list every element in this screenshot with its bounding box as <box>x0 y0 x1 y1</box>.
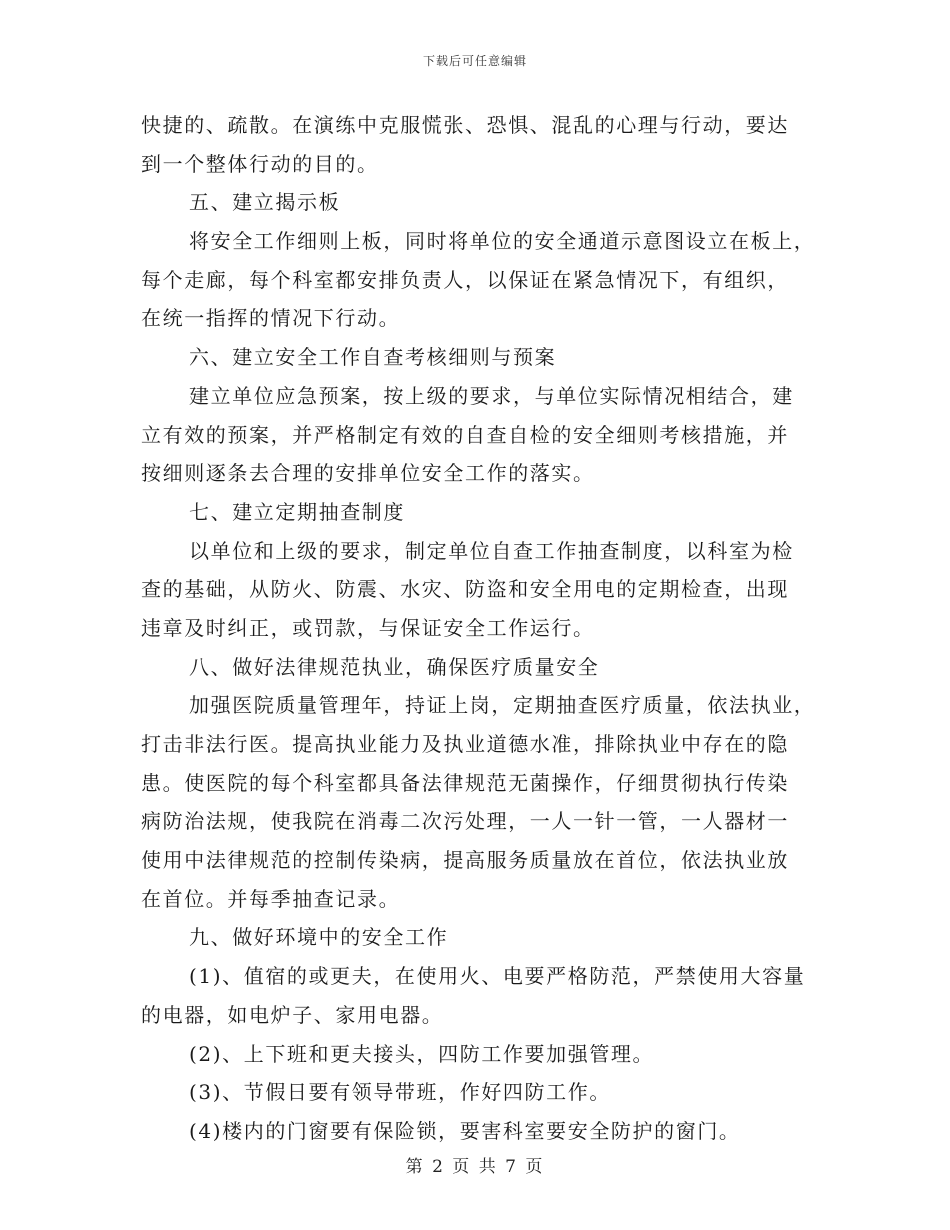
text-line: 查的基础，从防火、防震、水灾、防盗和安全用电的定期检查，出现 <box>141 577 789 602</box>
text-line: 患。使医院的每个科室都具备法律规范无菌操作，仔细贯彻执行传染 <box>141 770 789 795</box>
text-line: 五、建立揭示板 <box>189 190 341 215</box>
text-line: 到一个整体行动的目的。 <box>141 151 379 176</box>
text-line: 打击非法行医。提高执业能力及执业道德水准，排除执业中存在的隐 <box>141 732 789 756</box>
text-line: 八、做好法律规范执业，确保医疗质量安全 <box>189 654 600 679</box>
text-line: 在首位。并每季抽查记录。 <box>141 886 401 911</box>
text-line: 七、建立定期抽查制度 <box>189 499 405 524</box>
document-body <box>141 106 816 1151</box>
text-line: 将安全工作细则上板，同时将单位的安全通道示意图设立在板上， <box>189 229 816 254</box>
text-line: 建立单位应急预案，按上级的要求，与单位实际情况相结合，建 <box>189 383 794 408</box>
text-line: (2)、上下班和更夫接头，四防工作要加强管理。 <box>189 1041 655 1066</box>
text-line: 的电器，如电炉子、家用电器。 <box>141 1002 444 1027</box>
text-line: 快捷的、疏散。在演练中克服慌张、恐惧、混乱的心理与行动，要达 <box>141 113 789 137</box>
text-line: 按细则逐条去合理的安排单位安全工作的落实。 <box>141 461 595 486</box>
text-line: (4)楼内的门窗要有保险锁，要害科室要安全防护的窗门。 <box>189 1118 741 1143</box>
page-header: 下载后可任意编辑 <box>422 54 527 68</box>
text-line: 立有效的预案，并严格制定有效的自查自检的安全细则考核措施，并 <box>141 422 789 447</box>
text-line: 在统一指挥的情况下行动。 <box>141 306 401 331</box>
page-footer: 第 2 页 共 7 页 <box>405 1157 545 1177</box>
text-line: 九、做好环境中的安全工作 <box>189 925 449 950</box>
text-line: (3)、节假日要有领导带班，作好四防工作。 <box>189 1080 611 1105</box>
text-line: 六、建立安全工作自查考核细则与预案 <box>189 345 557 370</box>
text-line: 违章及时纠正，或罚款，与保证安全工作运行。 <box>141 615 595 640</box>
text-line: 以单位和上级的要求，制定单位自查工作抽查制度，以科室为检 <box>189 538 794 563</box>
text-line: 病防治法规，使我院在消毒二次污处理，一人一针一管，一人器材一 <box>141 809 789 834</box>
text-line: 使用中法律规范的控制传染病，提高服务质量放在首位，依法执业放 <box>141 848 789 873</box>
text-line: 每个走廊，每个科室都安排负责人，以保证在紧急情况下，有组织， <box>141 267 789 292</box>
text-line: 加强医院质量管理年，持证上岗，定期抽查医疗质量，依法执业， <box>189 693 816 718</box>
text-line: (1)、值宿的或更夫，在使用火、电要严格防范，严禁使用大容量 <box>189 964 806 989</box>
